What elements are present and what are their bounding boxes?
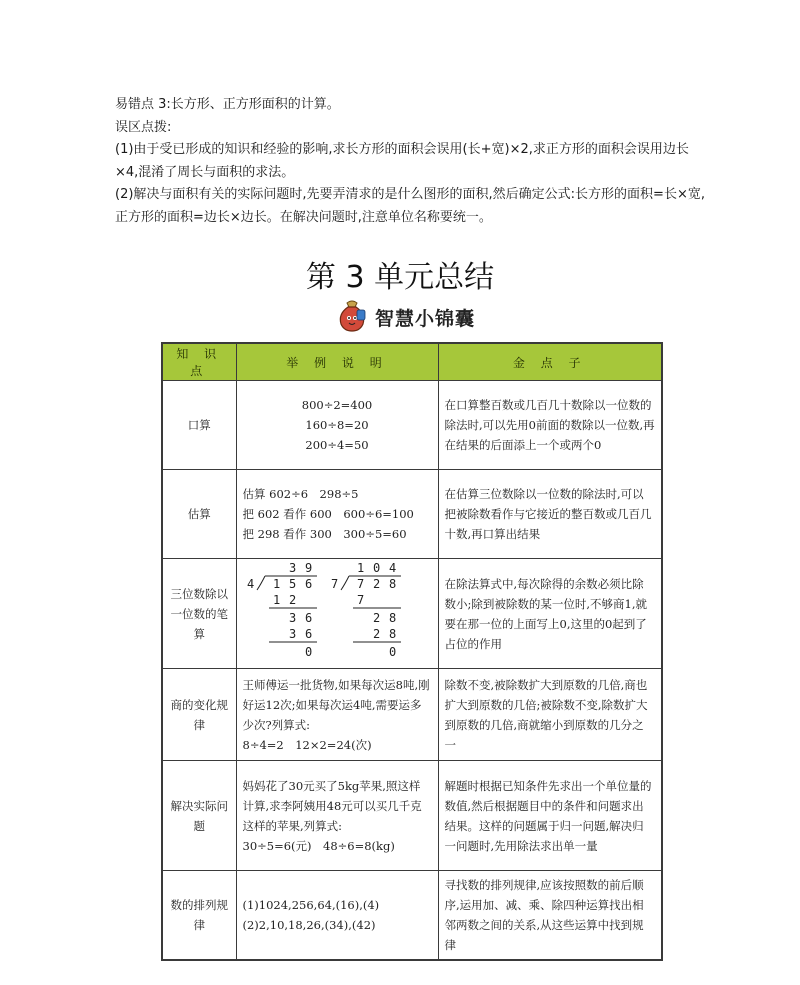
division-2-step-digit: 8 <box>388 626 396 641</box>
example-line: 8÷4=2 12×2=24(次) <box>242 737 372 752</box>
row-topic: 口算 <box>162 381 236 470</box>
row-topic: 商的变化规律 <box>162 669 236 761</box>
table-row <box>162 761 662 871</box>
division-1-step-digit: 1 <box>272 592 280 607</box>
tips-heading: 误区点拨: <box>115 119 172 135</box>
section-title: 智慧小锦囊 <box>375 308 476 330</box>
table-row <box>162 669 662 761</box>
table-header-row <box>162 343 662 381</box>
header-golden-tips: 金 点 子 <box>438 343 662 381</box>
division-1-dividend-digit: 5 <box>288 576 296 591</box>
example-line: 30÷5=6(元) 48÷6=8(kg) <box>242 838 395 853</box>
division-2-divisor: 7 <box>330 576 338 591</box>
division-2-step-digit: 2 <box>372 610 380 625</box>
division-1-quotient-digit: 3 <box>288 560 296 575</box>
row-tip: 寻找数的排列规律,应该按照数的前后顺序,运用加、减、乘、除四种运算找出相邻两数之间的关系,从这些运算中找到规律 <box>438 871 662 961</box>
money-bag-icon <box>335 298 369 332</box>
unit-summary-title: 第 3 单元总结 <box>305 260 495 295</box>
example-line: 妈妈花了30元买了5kg苹果,照这样计算,求李阿姨用48元可以买几千克这样的苹果,列算式: <box>242 778 422 833</box>
row-examples <box>236 871 438 961</box>
row-examples <box>236 761 438 871</box>
division-1-step-digit: 3 <box>288 626 296 641</box>
division-1-remainder: 0 <box>304 644 312 659</box>
division-2-quotient-digit: 4 <box>388 560 396 575</box>
division-2-quotient-digit: 1 <box>356 560 364 575</box>
table-row <box>162 470 662 559</box>
row-examples <box>236 470 438 559</box>
row-examples <box>236 381 438 470</box>
row-long-division <box>236 559 438 669</box>
row-topic: 估算 <box>162 470 236 559</box>
division-2-quotient-digit: 0 <box>372 560 380 575</box>
example-line: (2)2,10,18,26,(34),(42) <box>242 918 376 932</box>
row-examples <box>236 669 438 761</box>
example-line: 把 602 看作 600 600÷6=100 <box>242 507 414 521</box>
example-line: (1)1024,256,64,(16),(4) <box>242 898 380 912</box>
division-2-step-digit: 7 <box>356 592 364 607</box>
division-2-remainder: 0 <box>388 644 396 659</box>
table-row <box>162 871 662 961</box>
row-tip: 在除法算式中,每次除得的余数必须比除数小;除到被除数的某一位时,不够商1,就要在那一位的上面写上0,这里的0起到了占位的作用 <box>438 559 662 669</box>
example-line: 200÷4=50 <box>305 438 369 452</box>
division-2-dividend-digit: 2 <box>372 576 380 591</box>
table-row <box>162 381 662 470</box>
tip-paragraph-1: (1)由于受已形成的知识和经验的影响,求长方形的面积会误用(长+宽)×2,求正方形的面积会误用边长×4,混淆了周长与面积的求法。 <box>115 142 689 180</box>
division-1-dividend-digit: 1 <box>272 576 280 591</box>
example-line: 把 298 看作 300 300÷5=60 <box>242 527 407 541</box>
summary-table <box>161 342 663 961</box>
example-line: 王师傅运一批货物,如果每次运8吨,刚好运12次;如果每次运4吨,需要运多少次?列算式: <box>242 677 430 732</box>
division-1-step-digit: 2 <box>288 592 296 607</box>
division-2-step-digit: 2 <box>372 626 380 641</box>
tip-paragraph-2: (2)解决与面积有关的实际问题时,先要弄清求的是什么图形的面积,然后确定公式:长方形的面积=长×宽,正方形的面积=边长×边长。在解决问题时,注意单位名称要统一。 <box>115 187 705 225</box>
division-1-divisor: 4 <box>246 576 254 591</box>
intro-notes <box>115 94 705 229</box>
division-2-step-digit: 8 <box>388 610 396 625</box>
example-line: 估算 602÷6 298÷5 <box>242 487 359 501</box>
row-topic: 解决实际问题 <box>162 761 236 871</box>
division-1-dividend-digit: 6 <box>304 576 312 591</box>
division-1-step-digit: 6 <box>304 610 312 625</box>
row-tip: 在估算三位数除以一位数的除法时,可以把被除数看作与它接近的整百数或几百几十数,再口算出结果 <box>438 470 662 559</box>
row-tip: 在口算整百数或几百几十数除以一位数的除法时,可以先用0前面的数除以一位数,再在结果的后面添上一个或两个0 <box>438 381 662 470</box>
row-tip: 解题时根据已知条件先求出一个单位量的数值,然后根据题目中的条件和问题求出结果。这样的问题属于归一问题,解决归一问题时,先用除法求出单一量 <box>438 761 662 871</box>
long-division-figures <box>243 558 433 666</box>
row-topic: 三位数除以一位数的笔算 <box>162 559 236 669</box>
division-1-step-digit: 6 <box>304 626 312 641</box>
error-point-heading: 易错点 3:长方形、正方形面积的计算。 <box>115 97 340 112</box>
division-1-step-digit: 3 <box>288 610 296 625</box>
division-2-dividend-digit: 7 <box>356 576 364 591</box>
example-line: 160÷8=20 <box>305 418 369 432</box>
example-line: 800÷2=400 <box>301 398 373 412</box>
header-examples: 举 例 说 明 <box>236 343 438 381</box>
row-tip: 除数不变,被除数扩大到原数的几倍,商也扩大到原数的几倍;被除数不变,除数扩大到原数的几倍,商就缩小到原数的几分之一 <box>438 669 662 761</box>
division-2-dividend-digit: 8 <box>388 576 396 591</box>
table-row <box>162 559 662 669</box>
header-knowledge-point: 知 识 点 <box>162 343 236 381</box>
section-header <box>335 296 535 336</box>
division-1-quotient-digit: 9 <box>304 560 312 575</box>
row-topic: 数的排列规律 <box>162 871 236 961</box>
